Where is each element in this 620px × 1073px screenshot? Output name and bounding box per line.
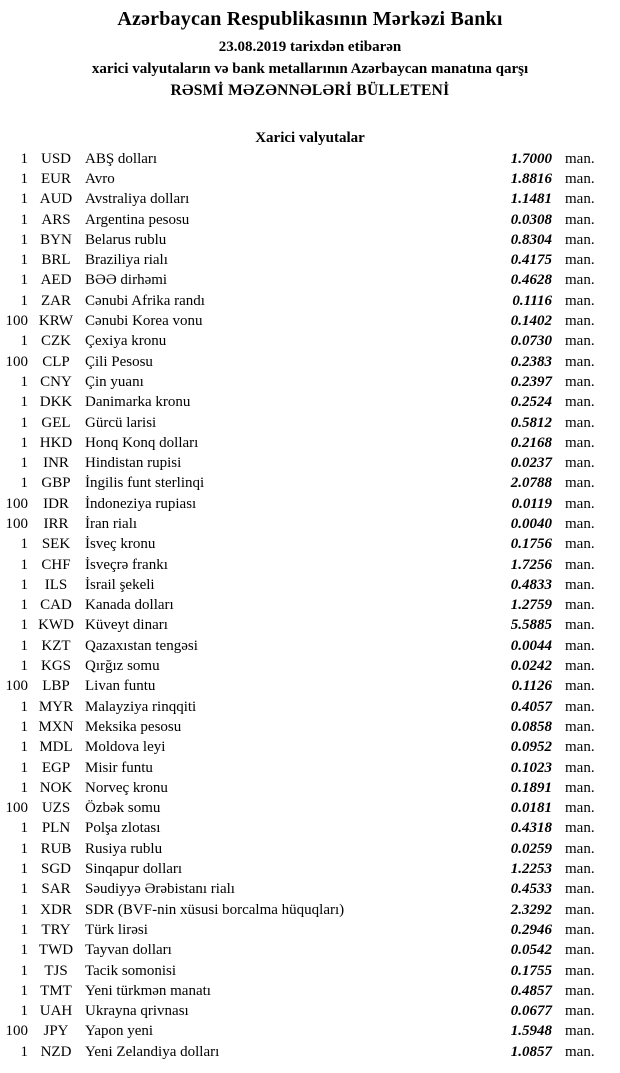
currency-quantity: 1: [20, 576, 28, 593]
currency-code: INR: [43, 455, 69, 472]
table-row: [0, 190, 620, 210]
currency-name: ABŞ dolları: [85, 150, 158, 167]
unit-label: man.: [565, 1023, 595, 1040]
currency-name: Çexiya kronu: [85, 333, 167, 350]
unit-label: man.: [565, 373, 595, 390]
exchange-rate: 0.2524: [510, 394, 552, 411]
currency-name: Kanada dolları: [85, 597, 174, 614]
table-row: [0, 210, 620, 230]
currency-quantity: 1: [20, 881, 28, 898]
currency-name: Braziliya rialı: [85, 252, 168, 269]
unit-label: man.: [565, 1043, 595, 1060]
exchange-rate: 2.3292: [510, 901, 552, 918]
currency-name: Honq Konq dolları: [85, 434, 199, 451]
currency-code: GEL: [41, 414, 71, 431]
table-row: [0, 900, 620, 920]
currency-name: Çili Pesosu: [85, 353, 153, 370]
currency-quantity: 1: [20, 739, 28, 756]
currency-quantity: 1: [20, 536, 28, 553]
currency-name: Gürcü larisi: [85, 414, 157, 431]
exchange-rate: 1.2759: [510, 597, 552, 614]
table-row: [0, 799, 620, 819]
currency-quantity: 1: [20, 779, 28, 796]
unit-label: man.: [565, 292, 595, 309]
currency-quantity: 1: [20, 333, 28, 350]
exchange-rate: 0.0044: [510, 637, 552, 654]
unit-label: man.: [565, 617, 595, 634]
unit-label: man.: [565, 475, 595, 492]
exchange-rate: 2.0788: [510, 475, 552, 492]
currency-name: İndoneziya rupiası: [85, 495, 197, 512]
currency-name: Livan funtu: [85, 678, 156, 695]
currency-quantity: 1: [20, 962, 28, 979]
unit-label: man.: [565, 718, 595, 735]
unit-label: man.: [565, 921, 595, 938]
currency-code: NZD: [40, 1043, 72, 1060]
currency-name: Sinqapur dolları: [85, 861, 183, 878]
table-row: [0, 575, 620, 595]
exchange-rate: 0.1126: [511, 678, 552, 695]
unit-label: man.: [565, 191, 595, 208]
exchange-rate: 0.1023: [510, 759, 552, 776]
currency-name: BƏƏ dirhəmi: [85, 272, 168, 289]
exchange-rate: 0.0858: [510, 718, 552, 735]
currency-code: TWD: [38, 942, 74, 959]
table-row: [0, 616, 620, 636]
unit-label: man.: [565, 515, 595, 532]
exchange-rate: 0.4628: [510, 272, 552, 289]
currency-quantity: 100: [5, 495, 28, 512]
unit-label: man.: [565, 759, 595, 776]
currency-name: Özbək somu: [85, 800, 161, 817]
currency-quantity: 1: [20, 211, 28, 228]
currency-name: İsrail şekeli: [85, 576, 155, 593]
currency-name: SDR (BVF-nin xüsusi borcalma hüquqları): [85, 901, 345, 918]
unit-label: man.: [565, 658, 595, 675]
exchange-rate: 0.1756: [510, 536, 552, 553]
currency-name: Türk lirəsi: [85, 921, 148, 938]
table-row: [0, 230, 620, 250]
unit-label: man.: [565, 495, 595, 512]
exchange-rate: 0.4857: [510, 982, 552, 999]
unit-label: man.: [565, 252, 595, 269]
unit-label: man.: [565, 840, 595, 857]
table-row: [0, 332, 620, 352]
currency-quantity: 1: [20, 414, 28, 431]
table-row: [0, 920, 620, 940]
exchange-rate: 0.2383: [510, 353, 552, 370]
table-row: [0, 1042, 620, 1062]
currency-code: UZS: [41, 800, 71, 817]
currency-name: Qırğız somu: [85, 658, 160, 675]
currency-code: IDR: [43, 495, 69, 512]
unit-label: man.: [565, 272, 595, 289]
currency-code: USD: [40, 150, 71, 167]
currency-name: Çin yuanı: [85, 373, 144, 390]
exchange-rate: 0.2168: [510, 434, 552, 451]
currency-quantity: 1: [20, 292, 28, 309]
currency-quantity: 1: [20, 170, 28, 187]
currency-name: İran rialı: [85, 515, 138, 532]
currency-quantity: 1: [20, 942, 28, 959]
unit-label: man.: [565, 739, 595, 756]
table-row: [0, 819, 620, 839]
unit-label: man.: [565, 150, 595, 167]
table-row: [0, 250, 620, 270]
exchange-rate: 0.1116: [512, 292, 552, 309]
currency-quantity: 1: [20, 658, 28, 675]
currency-quantity: 1: [20, 820, 28, 837]
currency-quantity: 1: [20, 982, 28, 999]
table-row: [0, 758, 620, 778]
currency-quantity: 100: [5, 353, 28, 370]
table-row: [0, 1001, 620, 1021]
unit-label: man.: [565, 779, 595, 796]
table-row: [0, 311, 620, 331]
exchange-rate: 0.4318: [510, 820, 552, 837]
currency-name: Küveyt dinarı: [85, 617, 168, 634]
currency-name: Qazaxıstan tengəsi: [85, 637, 198, 654]
table-row: [0, 352, 620, 372]
table-row: [0, 880, 620, 900]
currency-quantity: 1: [20, 455, 28, 472]
currency-code: BYN: [40, 231, 72, 248]
currency-code: TRY: [41, 921, 71, 938]
currency-code: EUR: [41, 170, 71, 187]
unit-label: man.: [565, 414, 595, 431]
bulletin-title: RƏSMİ MƏZƏNNƏLƏRİ BÜLLETENİ: [170, 82, 450, 99]
currency-code: GBP: [41, 475, 71, 492]
table-row: [0, 636, 620, 656]
table-row: [0, 1022, 620, 1042]
currency-code: EGP: [41, 759, 71, 776]
unit-label: man.: [565, 231, 595, 248]
currency-name: Norveç kronu: [85, 779, 168, 796]
exchange-rate: 0.0259: [510, 840, 552, 857]
table-row: [0, 738, 620, 758]
exchange-rate: 1.0857: [510, 1043, 552, 1060]
currency-code: KGS: [40, 658, 71, 675]
currency-name: Səudiyyə Ərəbistanı rialı: [85, 881, 235, 898]
currency-name: Meksika pesosu: [85, 718, 182, 735]
currency-code: MXN: [38, 718, 74, 735]
exchange-rate: 0.0237: [510, 455, 552, 472]
exchange-rate: 0.4833: [510, 576, 552, 593]
currency-quantity: 1: [20, 231, 28, 248]
unit-label: man.: [565, 211, 595, 228]
unit-label: man.: [565, 881, 595, 898]
table-row: [0, 453, 620, 473]
table-row: [0, 535, 620, 555]
unit-label: man.: [565, 698, 595, 715]
table-row: [0, 596, 620, 616]
currency-code: KZT: [41, 637, 71, 654]
currency-code: TMT: [40, 982, 72, 999]
exchange-rate: 0.0677: [510, 1003, 552, 1020]
currency-name: İngilis funt sterlinqi: [85, 475, 205, 492]
currency-name: Tayvan dolları: [85, 942, 172, 959]
exchange-rate: 1.5948: [510, 1023, 552, 1040]
currency-name: Moldova leyi: [85, 739, 166, 756]
effective-date-line: 23.08.2019 tarixdən etibarən: [218, 39, 402, 55]
currency-code: CHF: [41, 556, 71, 573]
exchange-rate: 0.0119: [511, 495, 552, 512]
table-row: [0, 271, 620, 291]
currency-name: Rusiya rublu: [85, 840, 163, 857]
currency-code: AUD: [39, 191, 73, 208]
currency-code: MDL: [39, 739, 73, 756]
currency-name: Yeni türkmən manatı: [85, 982, 211, 999]
currency-quantity: 1: [20, 150, 28, 167]
currency-name: Belarus rublu: [85, 231, 167, 248]
exchange-rate: 1.7256: [510, 556, 552, 573]
currency-quantity: 1: [20, 191, 28, 208]
currency-name: İsveçrə frankı: [85, 556, 168, 573]
currency-code: NOK: [39, 779, 73, 796]
currency-name: Polşa zlotası: [85, 820, 161, 837]
table-row: [0, 169, 620, 189]
table-row: [0, 656, 620, 676]
unit-label: man.: [565, 820, 595, 837]
table-row: [0, 778, 620, 798]
currency-code: CZK: [41, 333, 71, 350]
bulletin-header: [0, 6, 620, 101]
table-row: [0, 555, 620, 575]
currency-code: PLN: [41, 820, 71, 837]
currency-quantity: 100: [5, 515, 28, 532]
currency-code: KRW: [38, 313, 74, 330]
unit-label: man.: [565, 394, 595, 411]
currency-quantity: 1: [20, 434, 28, 451]
currency-quantity: 1: [20, 1003, 28, 1020]
exchange-rate: 0.1891: [510, 779, 552, 796]
unit-label: man.: [565, 434, 595, 451]
unit-label: man.: [565, 170, 595, 187]
table-row: [0, 372, 620, 392]
exchange-rate: 1.2253: [510, 861, 552, 878]
currency-quantity: 100: [5, 1023, 28, 1040]
currency-code: CAD: [40, 597, 72, 614]
currency-quantity: 1: [20, 617, 28, 634]
currency-code: ILS: [44, 576, 68, 593]
exchange-rate: 5.5885: [510, 617, 552, 634]
table-row: [0, 149, 620, 169]
currency-code: CLP: [42, 353, 70, 370]
currency-quantity: 1: [20, 394, 28, 411]
currency-code: SGD: [40, 861, 71, 878]
currency-quantity: 100: [5, 678, 28, 695]
exchange-rate: 0.1402: [510, 313, 552, 330]
exchange-rate: 0.4175: [510, 252, 552, 269]
unit-label: man.: [565, 333, 595, 350]
currency-code: IRR: [43, 515, 69, 532]
table-row: [0, 291, 620, 311]
currency-quantity: 100: [5, 313, 28, 330]
currency-name: Hindistan rupisi: [85, 455, 182, 472]
currency-quantity: 1: [20, 901, 28, 918]
currency-rates-table: [0, 149, 620, 1062]
unit-label: man.: [565, 597, 595, 614]
currency-quantity: 1: [20, 698, 28, 715]
exchange-rate: 0.4057: [510, 698, 552, 715]
currency-name: İsveç kronu: [85, 536, 156, 553]
unit-label: man.: [565, 678, 595, 695]
currency-code: DKK: [39, 394, 73, 411]
table-row: [0, 514, 620, 534]
exchange-rate: 1.7000: [510, 150, 552, 167]
currency-name: Ukrayna qrivnası: [85, 1003, 189, 1020]
exchange-rate: 0.0952: [510, 739, 552, 756]
exchange-rate: 0.4533: [510, 881, 552, 898]
currency-name: Avstraliya dolları: [85, 191, 190, 208]
currency-quantity: 1: [20, 373, 28, 390]
unit-label: man.: [565, 556, 595, 573]
currency-quantity: 100: [5, 800, 28, 817]
unit-label: man.: [565, 800, 595, 817]
exchange-rate: 0.0242: [510, 658, 552, 675]
currency-name: Yeni Zelandiya dolları: [85, 1043, 220, 1060]
currency-name: Danimarka kronu: [85, 394, 191, 411]
currency-name: Yapon yeni: [85, 1023, 154, 1040]
unit-label: man.: [565, 576, 595, 593]
bulletin-subtitle: xarici valyutaların və bank metallarının Azərbaycan manatına qarşı: [91, 61, 529, 77]
table-row: [0, 413, 620, 433]
currency-quantity: 1: [20, 861, 28, 878]
exchange-rate: 0.8304: [510, 231, 552, 248]
currency-code: TJS: [44, 962, 68, 979]
unit-label: man.: [565, 982, 595, 999]
table-row: [0, 474, 620, 494]
unit-label: man.: [565, 536, 595, 553]
exchange-rate: 0.2397: [510, 373, 552, 390]
exchange-rate: 0.2946: [510, 921, 552, 938]
unit-label: man.: [565, 455, 595, 472]
exchange-rate: 0.0730: [510, 333, 552, 350]
exchange-rate: 0.0040: [510, 515, 552, 532]
currency-name: Argentina pesosu: [85, 211, 190, 228]
bank-name-title: Azərbaycan Respublikasının Mərkəzi Bankı: [117, 8, 503, 30]
currency-quantity: 1: [20, 921, 28, 938]
currency-quantity: 1: [20, 718, 28, 735]
table-row: [0, 839, 620, 859]
currency-quantity: 1: [20, 840, 28, 857]
currency-name: Misir funtu: [85, 759, 153, 776]
unit-label: man.: [565, 313, 595, 330]
currency-quantity: 1: [20, 475, 28, 492]
table-row: [0, 961, 620, 981]
currency-quantity: 1: [20, 1043, 28, 1060]
currency-name: Malayziya rinqqiti: [85, 698, 197, 715]
currency-code: HKD: [39, 434, 73, 451]
table-row: [0, 859, 620, 879]
table-row: [0, 677, 620, 697]
exchange-rate: 0.5812: [510, 414, 552, 431]
exchange-rate: 1.1481: [510, 191, 552, 208]
unit-label: man.: [565, 962, 595, 979]
currency-name: Cənubi Korea vonu: [85, 313, 203, 330]
currency-code: UAH: [39, 1003, 73, 1020]
currency-code: SAR: [41, 881, 71, 898]
currency-code: ARS: [41, 211, 71, 228]
section-title-foreign-currencies: Xarici valyutalar: [255, 130, 365, 146]
currency-name: Avro: [85, 170, 115, 187]
exchange-rate: 0.1755: [510, 962, 552, 979]
table-row: [0, 981, 620, 1001]
currency-code: MYR: [38, 698, 74, 715]
unit-label: man.: [565, 901, 595, 918]
exchange-rate: 1.8816: [510, 170, 552, 187]
currency-code: KWD: [38, 617, 74, 634]
unit-label: man.: [565, 637, 595, 654]
unit-label: man.: [565, 1003, 595, 1020]
currency-code: JPY: [43, 1023, 69, 1040]
exchange-rate: 0.0308: [510, 211, 552, 228]
table-row: [0, 393, 620, 413]
exchange-rate: 0.0542: [510, 942, 552, 959]
exchange-rate: 0.0181: [510, 800, 552, 817]
unit-label: man.: [565, 861, 595, 878]
currency-code: XDR: [40, 901, 72, 918]
currency-code: SEK: [41, 536, 71, 553]
table-row: [0, 717, 620, 737]
currency-code: ZAR: [41, 292, 71, 309]
currency-quantity: 1: [20, 272, 28, 289]
currency-code: RUB: [40, 840, 72, 857]
currency-quantity: 1: [20, 252, 28, 269]
currency-code: BRL: [41, 252, 71, 269]
currency-name: Cənubi Afrika randı: [85, 292, 205, 309]
currency-quantity: 1: [20, 759, 28, 776]
table-row: [0, 433, 620, 453]
currency-quantity: 1: [20, 637, 28, 654]
unit-label: man.: [565, 942, 595, 959]
currency-quantity: 1: [20, 597, 28, 614]
table-row: [0, 697, 620, 717]
currency-name: Tacik somonisi: [85, 962, 177, 979]
currency-quantity: 1: [20, 556, 28, 573]
table-row: [0, 494, 620, 514]
currency-code: AED: [40, 272, 72, 289]
table-row: [0, 941, 620, 961]
unit-label: man.: [565, 353, 595, 370]
currency-code: LBP: [42, 678, 70, 695]
currency-code: CNY: [40, 373, 72, 390]
